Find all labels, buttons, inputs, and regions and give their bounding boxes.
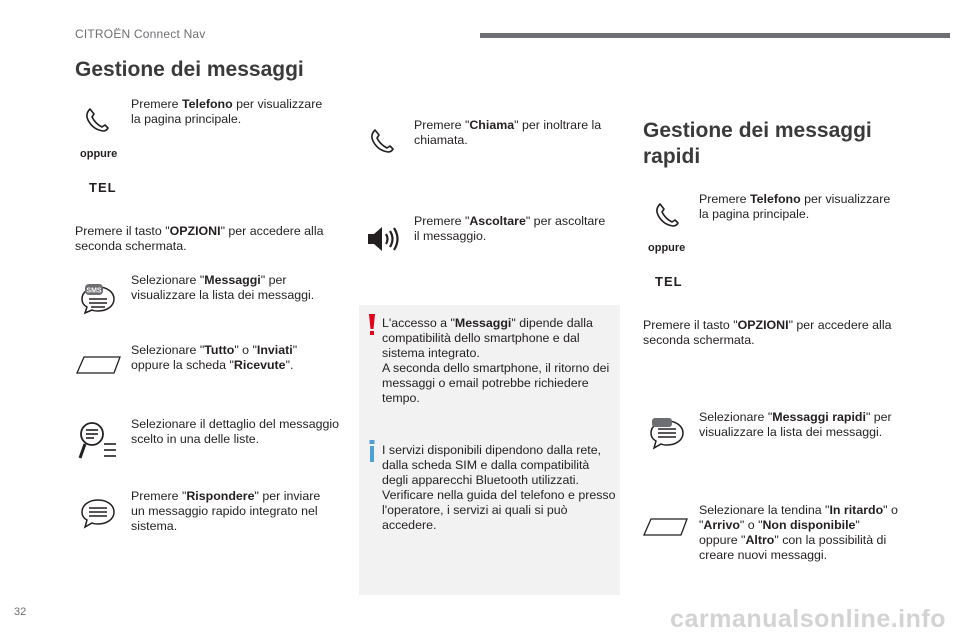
col3-step4: Selezionare la tendina "In ritardo" o "Arrivo" o "Non disponibile" oppure "Altro" con la possibilità di creare nuovi messaggi. [699, 503, 898, 562]
col1-step3: Selezionare "Messaggi" per visualizzare la lista dei messaggi. [131, 273, 315, 302]
phone-icon [84, 107, 110, 133]
info-icon [368, 440, 376, 462]
phone-icon [654, 202, 680, 228]
tel-key-label: TEL [655, 274, 683, 289]
col2-step1: Premere "Chiama" per inoltrare la chiamata. [414, 118, 602, 147]
section-title-messages: Gestione dei messaggi [75, 58, 304, 81]
col1-step4: Selezionare "Tutto" o "Inviati" oppure la scheda "Ricevute". [131, 343, 298, 372]
col2-step2: Premere "Ascoltare" per ascoltare il messaggio. [414, 214, 606, 243]
call-icon [369, 128, 395, 154]
sms-badge-text: SMS [86, 287, 102, 295]
header-bar [480, 33, 950, 38]
warning-icon [368, 314, 376, 336]
page-number: 32 [14, 606, 27, 618]
reply-message-icon [78, 497, 118, 531]
tab-icon [643, 517, 689, 537]
tel-key-label: TEL [89, 180, 117, 195]
col1-step1: Premere Telefono per visualizzare la pagina principale. [131, 97, 323, 126]
oppure-label: oppure [80, 148, 118, 160]
col1-step2: Premere il tasto "OPZIONI" per accedere alla seconda schermata. [75, 224, 324, 253]
warning-note: L'accesso a "Messaggi" dipende dalla compatibilità dello smartphone e dal sistema integrato. A seconda dello smartphone, il ritorno dei messaggi o email potrebbe richiedere tempo. [382, 316, 610, 405]
oppure-label: oppure [648, 242, 686, 254]
header-brand: CITROËN Connect Nav [75, 27, 206, 41]
sms-messages-icon [78, 282, 118, 316]
message-detail-icon [78, 420, 118, 462]
col3-step2: Premere il tasto "OPZIONI" per accedere alla seconda schermata. [643, 318, 892, 347]
col3-step3: Selezionare "Messaggi rapidi" per visualizzare la lista dei messaggi. [699, 410, 892, 439]
col3-step1: Premere Telefono per visualizzare la pagina principale. [699, 192, 891, 221]
tab-icon [76, 355, 122, 375]
section-title-quick-messages: Gestione dei messaggi rapidi [643, 119, 872, 168]
col1-step6: Premere "Rispondere" per inviare un messaggio rapido integrato nel sistema. [131, 489, 321, 533]
col1-step5: Selezionare il dettaglio del messaggio scelto in una delle liste. [131, 417, 340, 446]
watermark: carmanualsonline.info [670, 605, 946, 633]
speaker-icon [366, 225, 400, 253]
info-note: I servizi disponibili dipendono dalla rete, dalla scheda SIM e dalla compatibilità degli apparecchi Bluetooth utilizzati. Verificare nella guida del telefono e presso l'operatore, i servizi ai quali si può accedere. [382, 443, 616, 532]
quick-messages-icon [647, 418, 687, 452]
